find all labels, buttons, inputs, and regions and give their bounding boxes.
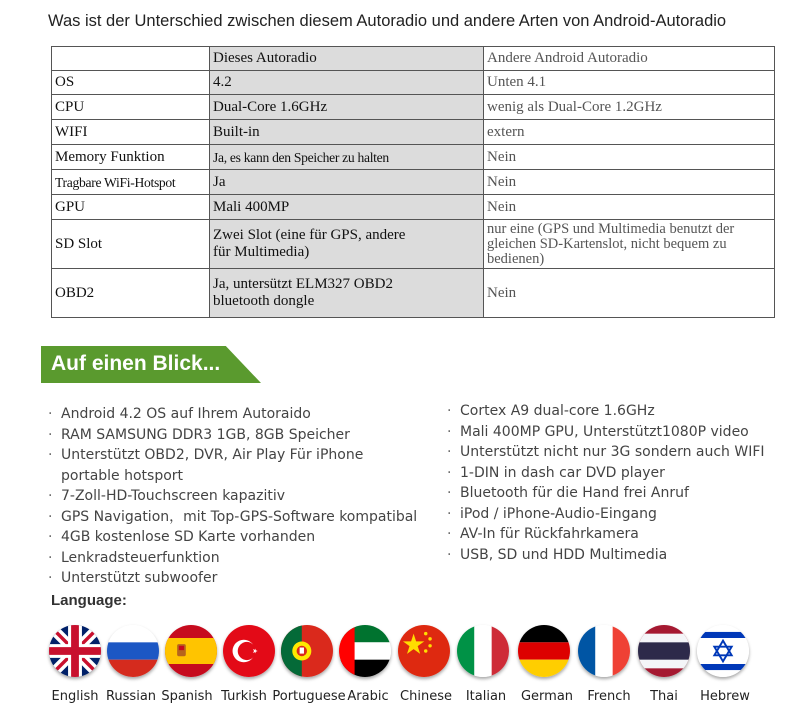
table-header-row [52, 47, 775, 71]
table-header-cell [52, 47, 210, 71]
italy-flag-icon [457, 625, 509, 677]
table-row [52, 195, 775, 220]
france-flag-icon [578, 625, 630, 677]
list-item: · 4GB kostenlose SD Karte vorhanden [48, 527, 428, 548]
table-row [52, 95, 775, 120]
list-item: · Lenkradsteuerfunktion [48, 548, 428, 569]
other-radio-value: wenig als Dual-Core 1.2GHz [484, 95, 775, 120]
language-label-chinese: Chinese [400, 689, 452, 704]
overview-banner-text: Auf einen Blick... [51, 352, 221, 375]
feature-list-right [447, 401, 787, 565]
this-radio-value: Built-in [210, 120, 484, 145]
comparison-table [51, 46, 775, 318]
thailand-flag-icon [638, 625, 690, 677]
language-label-spanish: Spanish [161, 689, 213, 704]
other-radio-value: nur eine (GPS und Multimedia benutzt der gleichen SD-Kartenslot, nicht bequem zu bedienen) [484, 220, 775, 269]
spain-flag-icon [165, 625, 217, 677]
list-item-text: Unterstützt OBD2, DVR, Air Play Für iPhone [61, 447, 364, 463]
table-row [52, 220, 775, 269]
this-radio-value: 4.2 [210, 71, 484, 95]
list-item: · Mali 400MP GPU, Unterstützt1080P video [447, 422, 787, 443]
list-item: · Cortex A9 dual-core 1.6GHz [447, 401, 787, 422]
other-radio-value: Unten 4.1 [484, 71, 775, 95]
list-item: · 7-Zoll-HD-Touchscreen kapazitiv [48, 486, 428, 507]
row-label: Tragbare WiFi-Hotspot [52, 170, 210, 195]
table-row [52, 170, 775, 195]
language-label-hebrew: Hebrew [700, 689, 750, 704]
row-label: OBD2 [52, 269, 210, 318]
table-row [52, 120, 775, 145]
other-radio-value: Nein [484, 170, 775, 195]
row-label: Memory Funktion [52, 145, 210, 170]
table-header-cell: Dieses Autoradio [210, 47, 484, 71]
page-title: Was ist der Unterschied zwischen diesem Autoradio und andere Arten von Android-Autoradio [48, 12, 727, 30]
language-label-german: German [520, 689, 574, 704]
language-label-arabic: Arabic [347, 689, 389, 704]
language-label-thai: Thai [650, 689, 678, 704]
germany-flag-icon [518, 625, 570, 677]
this-radio-value: Mali 400MP [210, 195, 484, 220]
list-item [48, 445, 428, 486]
list-item: · RAM SAMSUNG DDR3 1GB, 8GB Speicher [48, 425, 428, 446]
list-item: · iPod / iPhone-Audio-Eingang [447, 504, 787, 525]
other-radio-value: extern [484, 120, 775, 145]
uae-flag-icon [339, 625, 391, 677]
language-label-french: French [587, 689, 631, 704]
other-radio-value: Nein [484, 269, 775, 318]
list-item: · USB, SD und HDD Multimedia [447, 545, 787, 566]
china-flag-icon [398, 625, 450, 677]
language-label-russian: Russian [105, 689, 157, 704]
this-radio-value: Zwei Slot (eine für GPS, andere für Multimedia) [210, 220, 484, 269]
row-label: CPU [52, 95, 210, 120]
feature-list-left [48, 404, 428, 589]
language-label-turkish: Turkish [221, 689, 267, 704]
list-item: · Unterstützt nicht nur 3G sondern auch WIFI [447, 442, 787, 463]
list-item: · GPS Navigation，mit Top-GPS-Software kompatibal [48, 507, 428, 528]
russia-flag-icon [107, 625, 159, 677]
list-item: · Unterstützt subwoofer [48, 568, 428, 589]
table-row [52, 145, 775, 170]
other-radio-value: Nein [484, 195, 775, 220]
this-radio-value: Ja, es kann den Speicher zu halten [210, 145, 484, 170]
uk-flag-icon [49, 625, 101, 677]
row-label: GPU [52, 195, 210, 220]
this-radio-value: Ja, untersützt ELM327 OBD2 bluetooth dongle [210, 269, 484, 318]
this-radio-value: Ja [210, 170, 484, 195]
turkey-flag-icon [223, 625, 275, 677]
overview-banner [41, 346, 261, 383]
israel-flag-icon [697, 625, 749, 677]
row-label: WIFI [52, 120, 210, 145]
list-item: · Android 4.2 OS auf Ihrem Autoraido [48, 404, 428, 425]
row-label: OS [52, 71, 210, 95]
this-radio-value: Dual-Core 1.6GHz [210, 95, 484, 120]
table-header-cell: Andere Android Autoradio [484, 47, 775, 71]
language-heading: Language: [51, 592, 127, 609]
row-label: SD Slot [52, 220, 210, 269]
language-label-english: English [51, 689, 99, 704]
other-radio-value: Nein [484, 145, 775, 170]
portugal-flag-icon [281, 625, 333, 677]
list-item: · AV-In für Rückfahrkamera [447, 524, 787, 545]
language-label-portuguese: Portuguese [272, 689, 346, 704]
list-item: · Bluetooth für die Hand frei Anruf [447, 483, 787, 504]
list-item-continuation: portable hotsport [61, 467, 184, 484]
table-row [52, 269, 775, 318]
language-label-italian: Italian [465, 689, 507, 704]
list-item: · 1-DIN in dash car DVD player [447, 463, 787, 484]
table-row [52, 71, 775, 95]
